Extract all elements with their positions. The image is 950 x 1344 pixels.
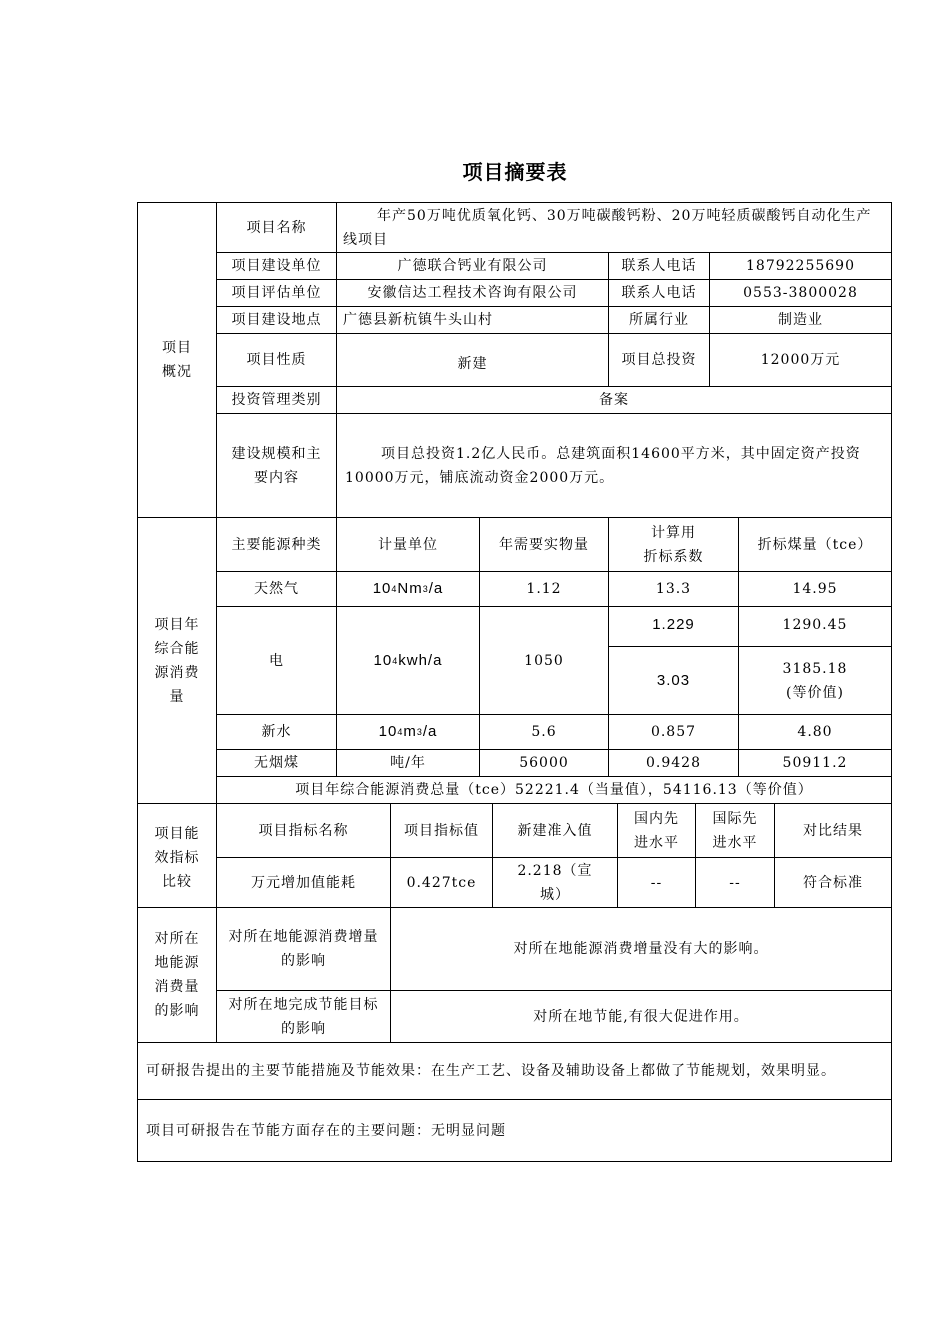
coal-tce: 50911.2 xyxy=(738,749,892,777)
water-tce: 4.80 xyxy=(738,714,892,750)
eff-header-entry: 新建准入值 xyxy=(492,803,618,858)
contact2-label: 联系人电话 xyxy=(608,279,710,307)
eff-header-name: 项目指标名称 xyxy=(216,803,391,858)
eff-header-result: 对比结果 xyxy=(774,803,892,858)
investment-value: 12000万元 xyxy=(709,333,892,387)
eff-row-entry: 2.218（宣 城） xyxy=(492,857,618,908)
energy-header-coef: 计算用 折标系数 xyxy=(608,517,739,572)
scale-label: 建设规模和主要内容 xyxy=(216,413,337,518)
water-name: 新水 xyxy=(216,714,337,750)
coal-name: 无烟煤 xyxy=(216,749,337,777)
elec-tce1: 1290.45 xyxy=(738,606,892,647)
gas-tce: 14.95 xyxy=(738,571,892,607)
eff-header-domestic: 国内先 进水平 xyxy=(617,803,696,858)
main-problems: 项目可研报告在节能方面存在的主要问题：无明显问题 xyxy=(137,1099,892,1162)
eff-row-result: 符合标准 xyxy=(774,857,892,908)
assessor-value: 安徽信达工程技术咨询有限公司 xyxy=(336,279,609,307)
water-unit: 10 4 m 3 /a xyxy=(336,714,480,750)
nature-label: 项目性质 xyxy=(216,333,337,387)
eff-row-value: 0.427tce xyxy=(390,857,493,908)
gas-qty: 1.12 xyxy=(479,571,609,607)
gas-name: 天然气 xyxy=(216,571,337,607)
builder-label: 项目建设单位 xyxy=(216,252,337,280)
gas-unit-main: Nm xyxy=(397,580,423,597)
elec-coef1: 1.229 xyxy=(608,606,739,647)
section-energy-label: 项目年 综合能 源消费 量 xyxy=(137,517,217,804)
gas-unit-tail: /a xyxy=(428,580,444,597)
eff-header-value: 项目指标值 xyxy=(390,803,493,858)
project-name-value: 年产50万吨优质氧化钙、30万吨碳酸钙粉、20万吨轻质碳酸钙自动化生产线项目 xyxy=(336,202,892,253)
gas-coef: 13.3 xyxy=(608,571,739,607)
elec-unit-base: 10 xyxy=(373,651,393,669)
project-name-label: 项目名称 xyxy=(216,202,337,253)
elec-name: 电 xyxy=(216,606,337,715)
elec-unit-tail: kwh/a xyxy=(398,651,443,669)
builder-value: 广德联合钙业有限公司 xyxy=(336,252,609,280)
contact2-value: 0553-3800028 xyxy=(709,279,892,307)
elec-unit: 10 4 kwh/a xyxy=(336,606,480,715)
elec-coef2: 3.03 xyxy=(608,646,739,715)
impact-row2-value: 对所在地节能,有很大促进作用。 xyxy=(390,990,892,1043)
coal-unit: 吨/年 xyxy=(336,749,480,777)
mgmt-label: 投资管理类别 xyxy=(216,386,337,414)
water-unit-main: m xyxy=(403,723,417,740)
energy-header-type: 主要能源种类 xyxy=(216,517,337,572)
section-efficiency-label: 项目能 效指标 比较 xyxy=(137,803,217,908)
energy-total: 项目年综合能源消费总量（tce）52221.4（当量值），54116.13（等价值） xyxy=(216,776,892,804)
scale-value: 项目总投资1.2亿人民币。总建筑面积14600平方米，其中固定资产投资10000万元，铺底流动资金2000万元。 xyxy=(336,413,892,518)
nature-value: 新建 xyxy=(336,333,609,387)
impact-row1-label: 对所在地能源消费增量的影响 xyxy=(216,907,391,991)
impact-row2-label: 对所在地完成节能目标的影响 xyxy=(216,990,391,1043)
industry-label: 所属行业 xyxy=(608,306,710,334)
elec-tce2-cell xyxy=(738,646,892,715)
elec-qty: 1050 xyxy=(479,606,609,715)
section-impact-label: 对所在 地能源 消费量 的影响 xyxy=(137,907,217,1043)
eff-row-name: 万元增加值能耗 xyxy=(216,857,391,908)
gas-unit: 10 4 Nm 3 /a xyxy=(336,571,480,607)
water-unit-base: 10 xyxy=(378,723,398,740)
eff-row-intl: -- xyxy=(695,857,775,908)
mgmt-value: 备案 xyxy=(336,386,892,414)
elec-tce2-note: (等价值) xyxy=(786,684,844,701)
energy-saving-measures: 可研报告提出的主要节能措施及节能效果：在生产工艺、设备及辅助设备上都做了节能规划，效果明显。 xyxy=(137,1042,892,1100)
section-overview-label: 项目 概况 xyxy=(137,202,217,518)
energy-header-qty: 年需要实物量 xyxy=(479,517,609,572)
industry-value: 制造业 xyxy=(709,306,892,334)
elec-tce2: 3185.18 xyxy=(782,660,848,677)
energy-header-unit: 计量单位 xyxy=(336,517,480,572)
gas-unit-base: 10 xyxy=(372,580,392,597)
impact-row1-value: 对所在地能源消费增量没有大的影响。 xyxy=(390,907,892,991)
contact1-label: 联系人电话 xyxy=(608,252,710,280)
location-value: 广德县新杭镇牛头山村 xyxy=(336,306,609,334)
assessor-label: 项目评估单位 xyxy=(216,279,337,307)
water-qty: 5.6 xyxy=(479,714,609,750)
coal-qty: 56000 xyxy=(479,749,609,777)
location-label: 项目建设地点 xyxy=(216,306,337,334)
investment-label: 项目总投资 xyxy=(608,333,710,387)
eff-header-intl: 国际先 进水平 xyxy=(695,803,775,858)
coal-coef: 0.9428 xyxy=(608,749,739,777)
water-coef: 0.857 xyxy=(608,714,739,750)
contact1-value: 18792255690 xyxy=(709,252,892,280)
water-unit-tail: /a xyxy=(422,723,438,740)
eff-row-domestic: -- xyxy=(617,857,696,908)
energy-header-tce: 折标煤量（tce） xyxy=(738,517,892,572)
page-title: 项目摘要表 xyxy=(462,160,568,184)
